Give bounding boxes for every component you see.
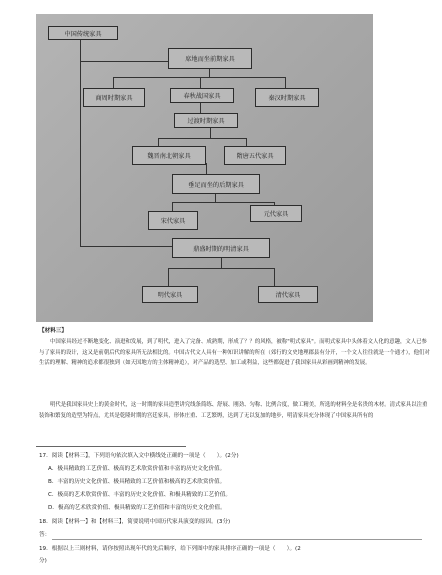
connector bbox=[80, 61, 168, 62]
divider bbox=[36, 446, 186, 447]
material-paragraph: 中国家具经过不断地变化、演进和发展，到了明代，进入了完备、成熟期，形成了？？的风格，被称"明式家具"。而明式家具中头体着文人化的意趣，文人已参与了家具的设计，这又是前朝后代的家具所无法相比的。中国古代文人具有一种知识讲解的所在（郊行的文史地理郡县有分开，一个文人往往就是一个通才），他们对生活的理解、精神的追求都很独到（如天国地方的主体精神追），对产品的选型、加工或利益，这些都促进了我国家具从彩画到精神的发展。 bbox=[39, 339, 430, 366]
connector bbox=[168, 268, 169, 286]
connector bbox=[172, 202, 274, 203]
connector bbox=[172, 202, 173, 211]
question-18: 18．阅读【材料一】和【材料三】，简要说明中国历代家具演变的原因。(3分) bbox=[39, 519, 231, 525]
diagram-node-n6a: 宋代家具 bbox=[148, 211, 198, 230]
diagram-node-n7: 鼎盛时期的明清家具 bbox=[172, 238, 270, 258]
diagram-node-n8a: 明代家具 bbox=[142, 286, 198, 303]
question-19-cont: 分) bbox=[39, 558, 47, 564]
connector bbox=[113, 77, 114, 88]
diagram-node-n6b: 元代家具 bbox=[250, 205, 302, 222]
question-17: 17．阅读【材料三】，下列语句依次填入文中横线处正确的一项是（ ）。(2分) bbox=[39, 453, 239, 459]
diagram-node-n2a: 商周时期家具 bbox=[83, 88, 145, 107]
connector bbox=[168, 268, 274, 269]
answer-label: 答： bbox=[39, 532, 51, 538]
material-paragraph: 明代是我国家具史上的黄金时代，这一时期的家具造型讲究线条简练、舒展、刚劲、匀称、比例合度，做工精美，所选的材料全是名贵的木材。清式家具以注重装饰和繁复的造型为特点，尤其是乾隆时期的宫廷家具，形体庄重、工艺繁缛，达到了无以复加的地步，明清家具充分体现了中国家具所有的 bbox=[39, 402, 428, 419]
connector bbox=[158, 138, 246, 139]
question-19: 19．根据以上三则材料，请你按照出现年代的先后顺序，给下列图中的家具排序正确的一项是（ ）。(2 bbox=[39, 546, 301, 552]
diagram-node-n4b: 隋唐五代家具 bbox=[224, 146, 286, 165]
question-17-option-b[interactable]: B．丰富的历史文化价值、极具精致的工艺价值和极高的艺术欣赏价值。 bbox=[48, 479, 226, 485]
diagram-node-n8b: 清代家具 bbox=[258, 286, 318, 303]
diagram-node-n4a: 魏晋南北朝家具 bbox=[132, 146, 206, 165]
connector bbox=[200, 77, 201, 88]
connector bbox=[113, 77, 285, 78]
connector bbox=[80, 38, 81, 61]
diagram-node-n2b: 春秋战国家具 bbox=[170, 88, 234, 103]
question-17-option-a[interactable]: A．极具精致的工艺价值、极高的艺术欣赏价值和丰富的历史文化价值。 bbox=[48, 466, 226, 472]
diagram-root-box: 中国传统家具 bbox=[48, 26, 118, 40]
connector bbox=[274, 268, 275, 286]
diagram-node-n5: 垂足而坐的后期家具 bbox=[172, 174, 260, 194]
material-heading: 【材料三】 bbox=[39, 328, 67, 334]
question-17-option-d[interactable]: D．极高的艺术欣赏价值、极具精致的工艺价值和丰富的历史文化价值。 bbox=[48, 505, 226, 511]
diagram-node-n2c: 秦汉时期家具 bbox=[255, 88, 319, 107]
diagram-node-n3: 过渡时期家具 bbox=[174, 113, 238, 128]
connector bbox=[158, 138, 159, 146]
answer-line[interactable] bbox=[52, 539, 422, 540]
question-17-option-c[interactable]: C．极高的艺术欣赏价值、丰富的历史文化价值、和极具精致的工艺价值。 bbox=[48, 492, 231, 498]
connector bbox=[285, 77, 286, 88]
connector bbox=[206, 163, 207, 174]
diagram-node-n1: 席地而坐前期家具 bbox=[168, 48, 252, 69]
connector bbox=[246, 138, 247, 146]
connector bbox=[80, 61, 81, 246]
